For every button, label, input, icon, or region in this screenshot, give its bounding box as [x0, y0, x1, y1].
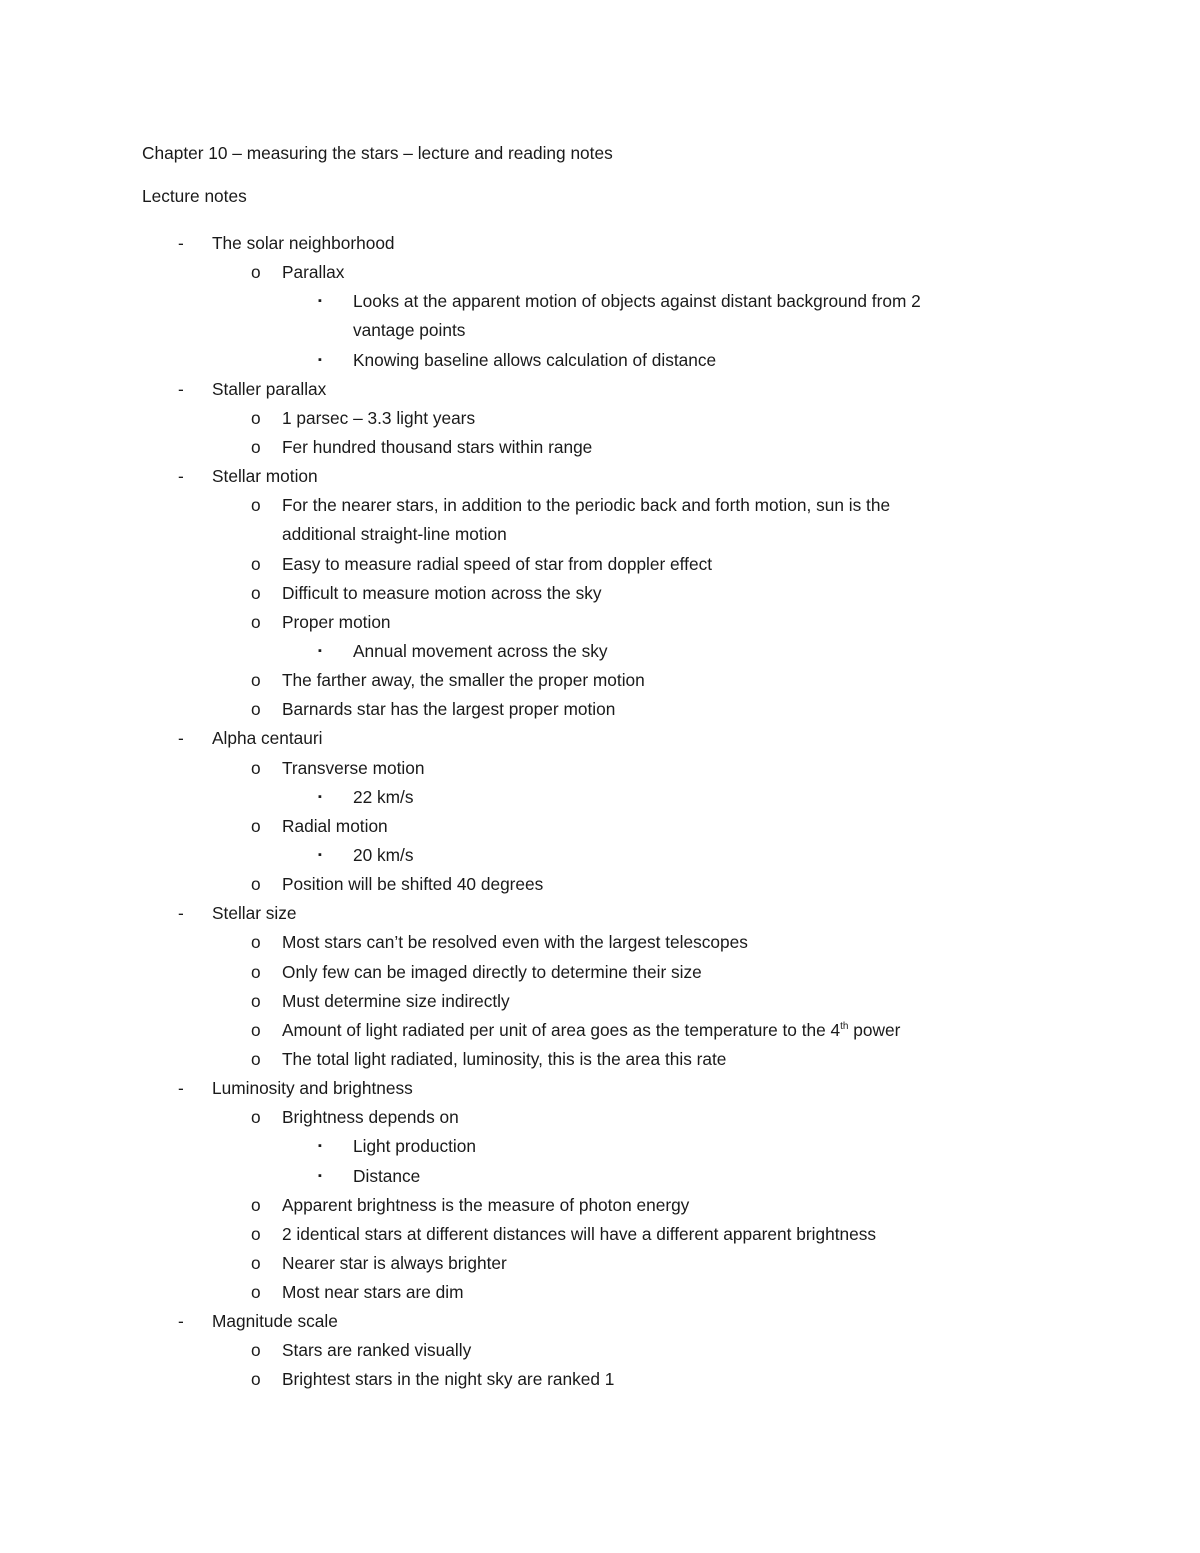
- circle-bullet-icon: o: [251, 670, 261, 691]
- item-text: Radial motion: [282, 815, 388, 836]
- list-item-text: [212, 229, 395, 258]
- list-item-text: [353, 637, 608, 666]
- list-item: [0, 258, 1200, 287]
- item-text: Only few can be imaged directly to determine their size: [282, 961, 702, 982]
- circle-bullet-icon: o: [251, 874, 261, 895]
- list-item: [0, 1336, 1200, 1365]
- item-text: Annual movement across the sky: [353, 640, 608, 661]
- list-item: [0, 550, 1200, 579]
- list-item-text: [282, 579, 602, 608]
- circle-bullet-icon: o: [251, 582, 261, 603]
- list-item: [0, 841, 1200, 870]
- list-item: [0, 346, 1200, 375]
- list-item: [0, 695, 1200, 724]
- circle-bullet-icon: o: [251, 262, 261, 283]
- item-text: For the nearer stars, in addition to the periodic back and forth motion, sun is the: [282, 495, 891, 516]
- item-text-tail: power: [848, 1019, 901, 1040]
- document-title: Chapter 10 – measuring the stars – lecture and reading notes: [142, 143, 613, 163]
- list-item: [0, 491, 1200, 520]
- item-text: Must determine size indirectly: [282, 990, 510, 1011]
- list-item-text: [212, 899, 297, 928]
- circle-bullet-icon: o: [251, 757, 261, 778]
- list-item-text: [282, 1045, 726, 1074]
- list-item: [0, 1162, 1200, 1191]
- circle-bullet-icon: o: [251, 407, 261, 428]
- list-item-text: [353, 1132, 476, 1161]
- list-item-text: [282, 666, 645, 695]
- square-bullet-icon: ▪: [318, 644, 322, 657]
- list-item-text: [282, 1016, 900, 1045]
- list-item: [0, 229, 1200, 258]
- list-item-text: [282, 812, 388, 841]
- list-item-continuation: [0, 316, 1200, 345]
- list-item: [0, 724, 1200, 753]
- list-item-text: [282, 958, 702, 987]
- dash-bullet-icon: -: [178, 1311, 184, 1332]
- circle-bullet-icon: o: [251, 1252, 261, 1273]
- circle-bullet-icon: o: [251, 990, 261, 1011]
- list-item-text: [282, 1191, 689, 1220]
- item-text: 2 identical stars at different distances will have a different apparent brightness: [282, 1223, 876, 1244]
- item-text: Alpha centauri: [212, 728, 323, 749]
- list-item: [0, 1365, 1200, 1394]
- list-item-text: [212, 724, 322, 753]
- square-bullet-icon: ▪: [318, 790, 322, 803]
- list-item: [0, 1045, 1200, 1074]
- item-text: Fer hundred thousand stars within range: [282, 436, 593, 457]
- dash-bullet-icon: -: [178, 378, 184, 399]
- list-item: [0, 1307, 1200, 1336]
- item-text: Stars are ranked visually: [282, 1340, 472, 1361]
- item-text: Most stars can’t be resolved even with the largest telescopes: [282, 932, 748, 953]
- item-text: Staller parallax: [212, 378, 327, 399]
- item-text: Brightness depends on: [282, 1107, 459, 1128]
- list-item-text: [282, 1278, 464, 1307]
- circle-bullet-icon: o: [251, 699, 261, 720]
- list-item-text: [282, 1365, 614, 1394]
- circle-bullet-icon: o: [251, 1223, 261, 1244]
- item-text: Stellar motion: [212, 466, 318, 487]
- list-item-text: [282, 404, 475, 433]
- circle-bullet-icon: o: [251, 611, 261, 632]
- dash-bullet-icon: -: [178, 728, 184, 749]
- item-text: Easy to measure radial speed of star from doppler effect: [282, 553, 713, 574]
- list-item-text: [212, 462, 318, 491]
- list-item: [0, 899, 1200, 928]
- item-text: Distance: [353, 1165, 421, 1186]
- list-item-text: [282, 754, 424, 783]
- dash-bullet-icon: -: [178, 466, 184, 487]
- item-text: Stellar size: [212, 903, 297, 924]
- item-text: Nearer star is always brighter: [282, 1252, 507, 1273]
- circle-bullet-icon: o: [251, 1107, 261, 1128]
- item-text: Proper motion: [282, 611, 391, 632]
- list-item-continuation: [0, 520, 1200, 549]
- list-item: [0, 812, 1200, 841]
- list-item-text: [353, 841, 414, 870]
- list-item: [0, 637, 1200, 666]
- item-text: Brightest stars in the night sky are ranked 1: [282, 1369, 615, 1390]
- circle-bullet-icon: o: [251, 1369, 261, 1390]
- list-item-text: [212, 1307, 338, 1336]
- item-text: Apparent brightness is the measure of photon energy: [282, 1194, 690, 1215]
- list-item: [0, 608, 1200, 637]
- section-heading: Lecture notes: [142, 186, 247, 206]
- list-item-text: [353, 1162, 420, 1191]
- list-item-text: [282, 1103, 459, 1132]
- circle-bullet-icon: o: [251, 1282, 261, 1303]
- list-item: [0, 666, 1200, 695]
- circle-bullet-icon: o: [251, 495, 261, 516]
- item-text: The total light radiated, luminosity, this is the area this rate: [282, 1048, 727, 1069]
- circle-bullet-icon: o: [251, 436, 261, 457]
- square-bullet-icon: ▪: [318, 848, 322, 861]
- square-bullet-icon: ▪: [318, 353, 322, 366]
- item-text-continuation: additional straight-line motion: [282, 524, 507, 545]
- list-item: [0, 928, 1200, 957]
- list-item-text: [282, 1336, 471, 1365]
- superscript: th: [840, 1021, 849, 1033]
- list-item-text: [353, 287, 921, 316]
- dash-bullet-icon: -: [178, 1078, 184, 1099]
- list-item-text: [282, 695, 615, 724]
- list-item: [0, 375, 1200, 404]
- list-item-text: [282, 491, 890, 520]
- list-item: [0, 1016, 1200, 1045]
- square-bullet-icon: ▪: [318, 1140, 322, 1153]
- item-text: The farther away, the smaller the proper motion: [282, 670, 645, 691]
- item-text: Knowing baseline allows calculation of distance: [353, 349, 717, 370]
- list-item-text: [353, 783, 414, 812]
- list-item: [0, 404, 1200, 433]
- list-item: [0, 1191, 1200, 1220]
- list-item: [0, 579, 1200, 608]
- list-item: [0, 462, 1200, 491]
- list-item: [0, 287, 1200, 316]
- list-item-text: [353, 346, 716, 375]
- list-item-text: [212, 375, 326, 404]
- item-text: Transverse motion: [282, 757, 425, 778]
- circle-bullet-icon: o: [251, 1340, 261, 1361]
- list-item: [0, 1074, 1200, 1103]
- list-item: [0, 1132, 1200, 1161]
- list-item-text: [282, 550, 712, 579]
- list-item: [0, 433, 1200, 462]
- item-text: Parallax: [282, 262, 345, 283]
- list-item-text: [212, 1074, 413, 1103]
- item-text: The solar neighborhood: [212, 233, 395, 253]
- item-text: Luminosity and brightness: [212, 1078, 413, 1099]
- list-item-text: [282, 258, 344, 287]
- list-item-text: [282, 608, 391, 637]
- list-item: [0, 1220, 1200, 1249]
- list-item-text: [282, 928, 748, 957]
- list-item-text: [282, 1220, 876, 1249]
- circle-bullet-icon: o: [251, 815, 261, 836]
- item-text: 20 km/s: [353, 844, 414, 865]
- item-text: Difficult to measure motion across the sky: [282, 582, 602, 603]
- circle-bullet-icon: o: [251, 961, 261, 982]
- item-text-continuation: vantage points: [353, 320, 466, 341]
- list-item-text: [282, 870, 543, 899]
- square-bullet-icon: ▪: [318, 1169, 322, 1182]
- item-text: 1 parsec – 3.3 light years: [282, 407, 476, 428]
- item-text: Most near stars are dim: [282, 1282, 464, 1303]
- circle-bullet-icon: o: [251, 1048, 261, 1069]
- circle-bullet-icon: o: [251, 553, 261, 574]
- list-item: [0, 783, 1200, 812]
- list-item: [0, 1103, 1200, 1132]
- notes-list: [0, 229, 1200, 1395]
- item-text: Barnards star has the largest proper motion: [282, 699, 616, 720]
- list-item: [0, 1249, 1200, 1278]
- circle-bullet-icon: o: [251, 932, 261, 953]
- item-text: 22 km/s: [353, 786, 414, 807]
- square-bullet-icon: ▪: [318, 295, 322, 308]
- list-item-text: [282, 987, 510, 1016]
- list-item: [0, 987, 1200, 1016]
- item-text: Looks at the apparent motion of objects against distant background from 2: [353, 291, 921, 312]
- circle-bullet-icon: o: [251, 1194, 261, 1215]
- dash-bullet-icon: -: [178, 903, 184, 924]
- item-text: Light production: [353, 1136, 476, 1157]
- circle-bullet-icon: o: [251, 1019, 261, 1040]
- list-item-text: [282, 433, 592, 462]
- item-text: Magnitude scale: [212, 1311, 338, 1332]
- list-item-text: [282, 1249, 507, 1278]
- list-item: [0, 754, 1200, 783]
- list-item: [0, 870, 1200, 899]
- item-text: Amount of light radiated per unit of area goes as the temperature to the 4: [282, 1019, 841, 1040]
- list-item: [0, 1278, 1200, 1307]
- item-text: Position will be shifted 40 degrees: [282, 874, 544, 895]
- list-item: [0, 958, 1200, 987]
- dash-bullet-icon: -: [178, 233, 184, 253]
